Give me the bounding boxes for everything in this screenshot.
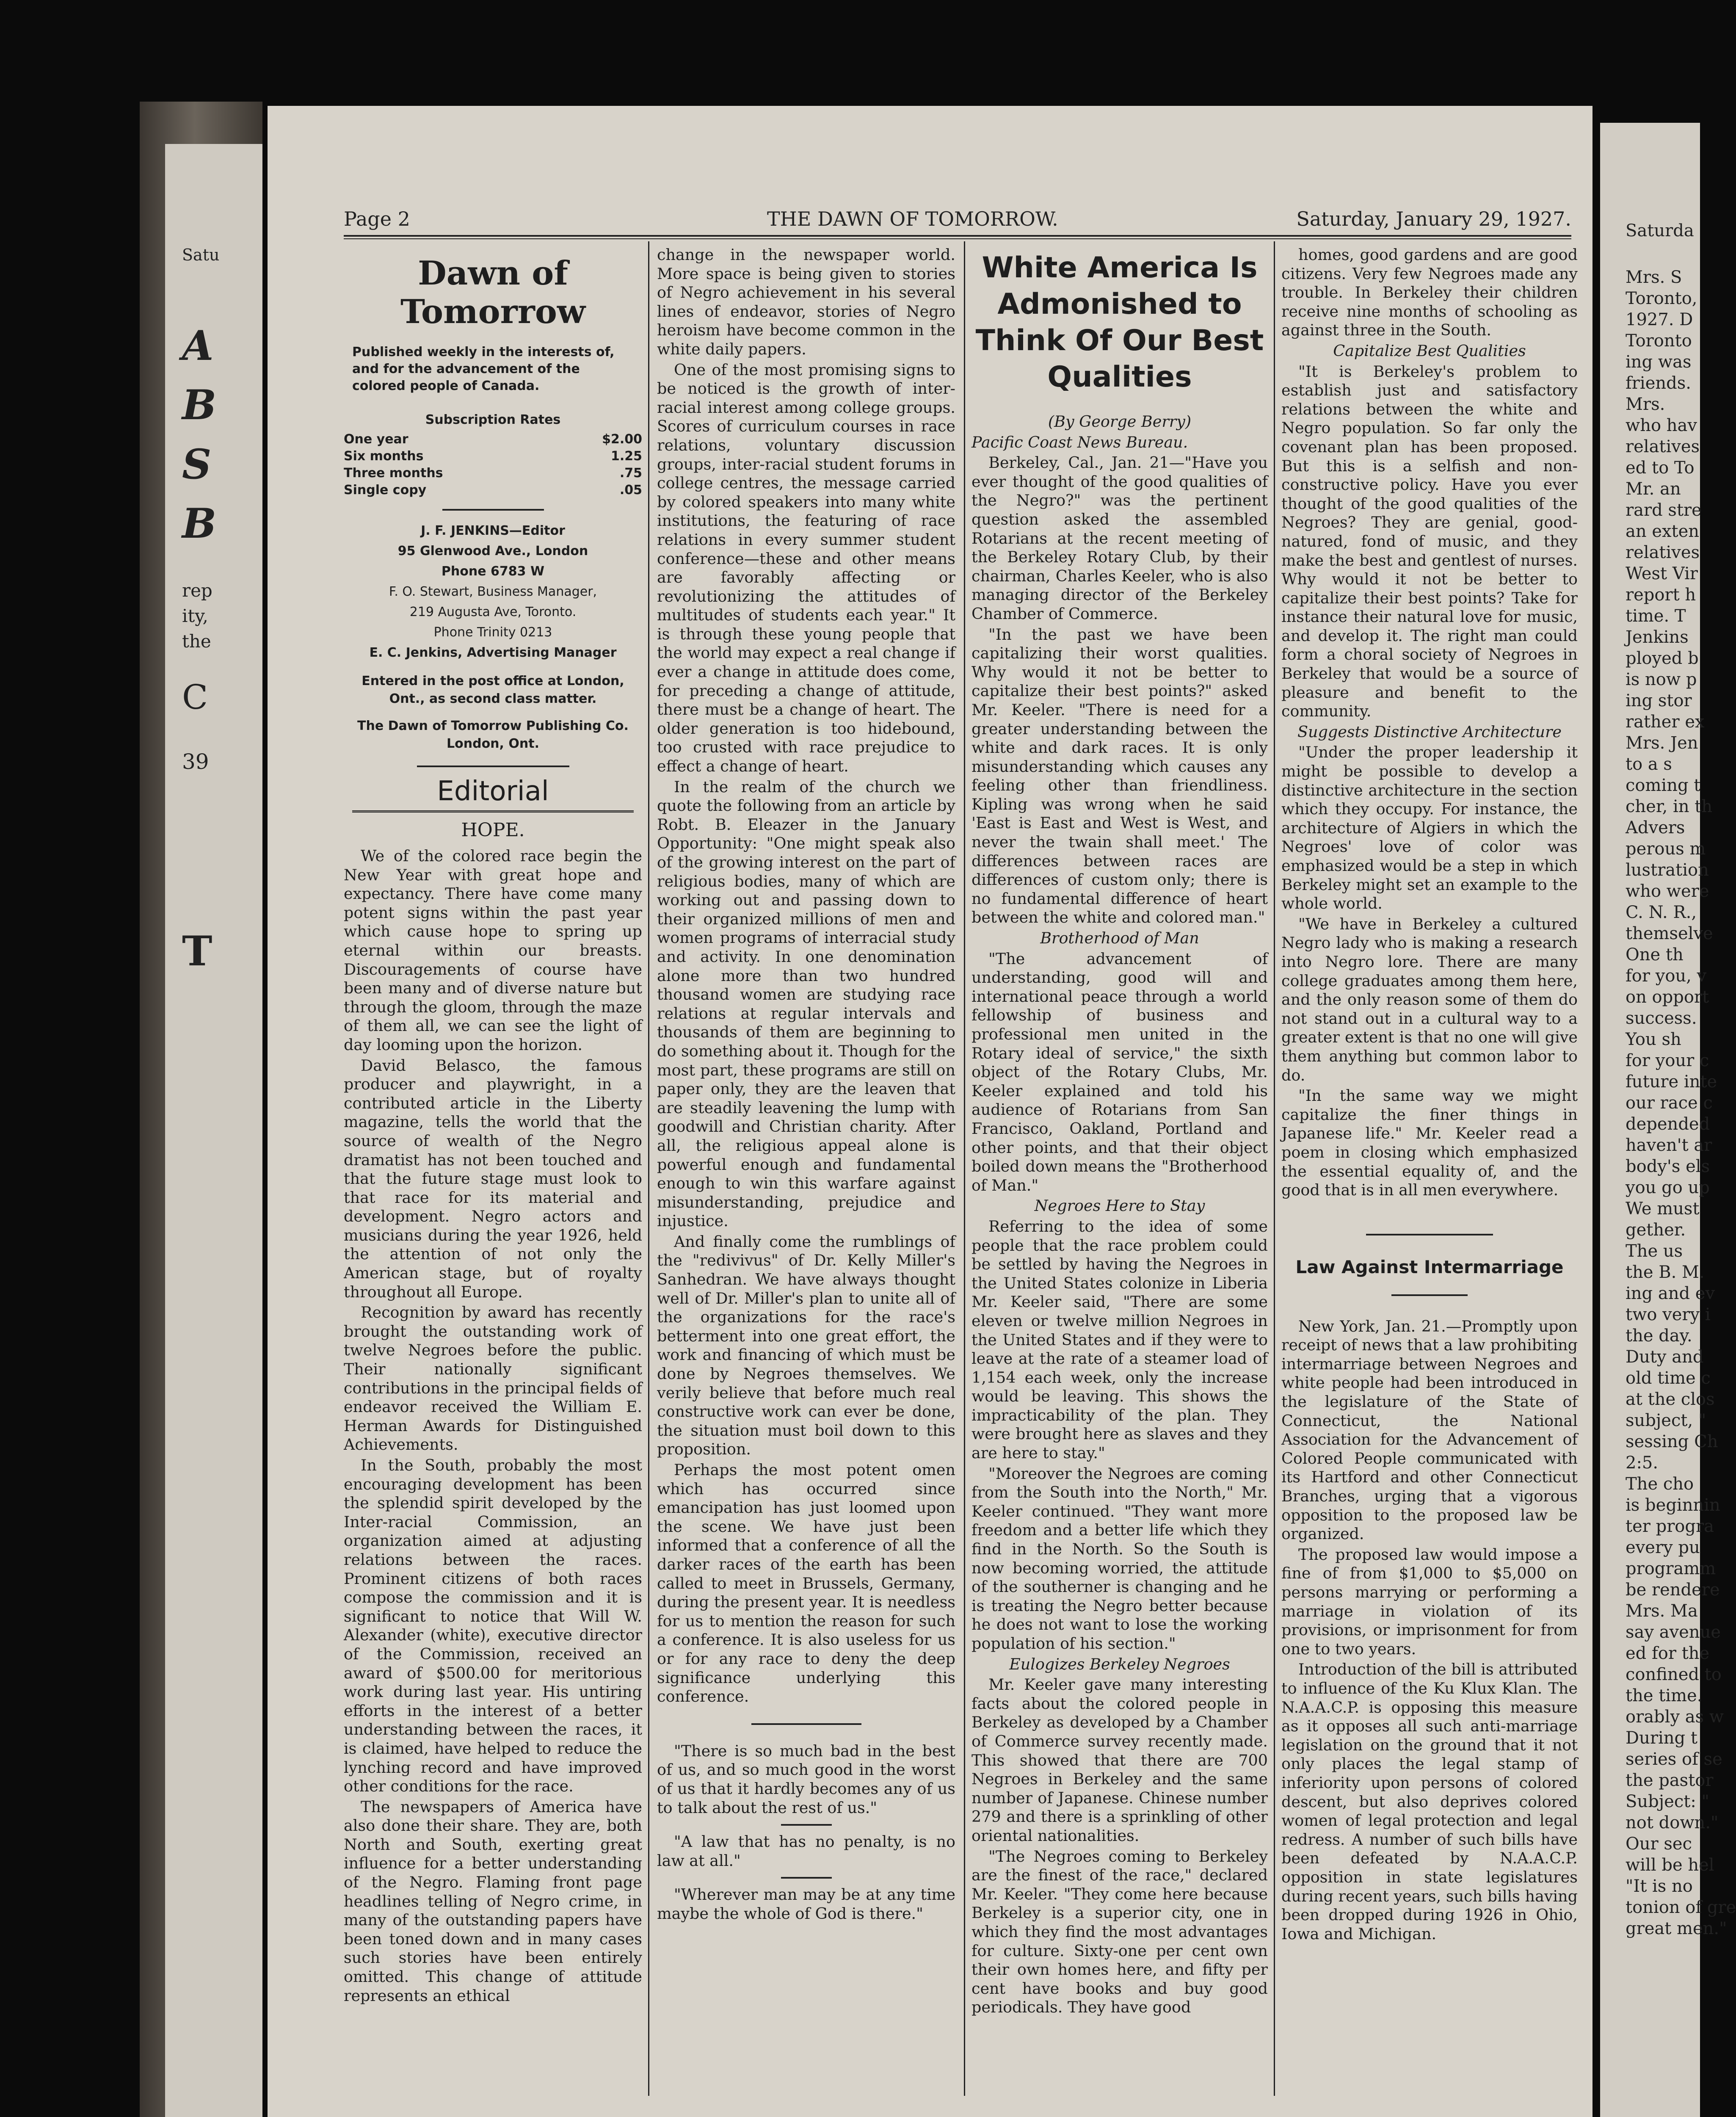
column-rule	[1274, 241, 1275, 2096]
right-margin-text: Mr. an	[1626, 479, 1681, 499]
right-margin-text: you go up	[1626, 1178, 1710, 1197]
article-body	[971, 453, 1268, 2017]
left-margin-text: Satu	[182, 246, 220, 264]
right-margin-text: Toronto,	[1626, 289, 1697, 308]
right-margin-text: depended	[1626, 1114, 1710, 1134]
right-margin-text: Saturda	[1626, 221, 1694, 240]
staff-list	[344, 521, 642, 663]
article-subheading: Eulogizes Berkeley Negroes	[1009, 1655, 1230, 1673]
postal-notice: Entered in the post office at London, Ont., as second class matter.	[362, 674, 624, 706]
rate-price: 1.25	[610, 449, 642, 464]
right-margin-text: two very i	[1626, 1305, 1711, 1324]
staff-line: Phone 6783 W	[441, 564, 545, 579]
editorial-paragraph: Perhaps the most potent omen which has occurred since emancipation has just loomed upon the scene. We have just been informed that a conference of all the darker races of the earth has been called to meet in Brussels, Germany, during the present year. It is needless for us to mention the reason for such a conference. It is also useless for us or for any race to deny the deep significance underlying this conference.	[657, 1461, 955, 1706]
right-margin-text: During t	[1626, 1728, 1697, 1748]
quote: "There is so much bad in the best of us, and so much good in the worst of us that it hardly becomes any of us to talk about the rest of us."	[657, 1741, 955, 1817]
right-margin-text: for you, v	[1626, 966, 1707, 986]
right-margin-text: sessing Ch	[1626, 1432, 1718, 1451]
right-margin-text: Mrs. S	[1626, 268, 1682, 287]
masthead-title: Dawn of Tomorrow	[400, 254, 586, 331]
editorial-paragraph: One of the most promising signs to be noticed is the growth of inter-racial interest among college groups. Scores of curriculum courses in race relations, voluntary discussion groups, inter-racial student forums in college centres, the message carried by colored speakers into many white institutions, the featuring of race relations in every summer student conference—these and other means are favorably affecting or revolutionizing the attitudes of multitudes of students each year." It is through these young people that the world may expect a real change if ever a change in attitude does come, for preceding a change of attitude, there must be a change of heart. The older generation is too hidebound, too crusted with race prejudice to effect a change of heart.	[657, 360, 955, 776]
article-paragraph: Referring to the idea of some people that the race problem could be settled by having the Negroes in the United States colonize in Liberia Mr. Keeler said, "There are some eleven or twelve million Negroes in the United States and if they were to leave at the rate of a steamer load of 1,154 each week, only the increase would be leaving. This shows the impracticability of the plan. They were brought here as slaves and they are here to stay."	[971, 1217, 1268, 1462]
rates-table	[344, 431, 642, 499]
editorial-paragraph: We of the colored race begin the New Year with great hope and expectancy. There have come many potent signs within the past year which cause hope to spring up eternal within our breasts. Discouragements of course have been many and of diverse nature but through the gloom, through the maze of them all, we can see the light of day looming upon the horizon.	[344, 847, 642, 1054]
column-rule	[964, 241, 965, 2096]
article-headline: White America Is Admonished to Think Of Our Best Qualities	[975, 251, 1264, 394]
right-margin-text: Subject: "	[1626, 1792, 1709, 1811]
publisher-line: The Dawn of Tomorrow Publishing Co. London, Ont.	[357, 719, 629, 751]
article-paragraph: "In the past we have been capitalizing their worst qualities. Why would it not be better to capitalize their best points?" asked Mr. Keeler. "There is need for a greater understanding between the white and dark races. It is only misunderstanding which causes any feeling other than friendliness. Kipling was wrong when he said 'East is East and West is West, and never the twain shall meet.' The differences between races are differences of custom only; there is no fundamental difference of heart between the white and colored man."	[971, 625, 1268, 927]
editorial-paragraph: In the South, probably the most encouraging development has been the splendid spirit developed by the Inter-racial Commission, an organization aimed at adjusting relations between the races. Prominent citizens of both races compose the commission and it is significant to notice that Will W. Alexander (white), executive director of the Commission, received an award of $500.00 for meritorious work during last year. His untiring efforts in the interest of a better understanding between the races, it is claimed, have helped to reduce the lynching record and have improved other conditions for the race.	[344, 1456, 642, 1796]
quote: "Wherever man may be at any time maybe the whole of God is there."	[657, 1885, 955, 1923]
article-paragraph: "We have in Berkeley a cultured Negro lady who is making a research into Negro lore. There are many college graduates among them here, and the only reason some of them do not stand out in a cultural way to a greater extent is that no one will give them anything but common labor to do.	[1281, 915, 1578, 1084]
article-paragraph: Berkeley, Cal., Jan. 21—"Have you ever thought of the good qualities of the Negro?" was the pertinent question asked the assembled Rotarians at the recent meeting of the Berkeley Rotary Club, by their chairman, Charles Keeler, who is also managing director of the Berkeley Chamber of Commerce.	[971, 453, 1268, 623]
right-margin-text: relatives	[1626, 437, 1700, 456]
right-margin-text: Mrs. Ma	[1626, 1601, 1698, 1621]
right-margin-text: for your c	[1626, 1051, 1709, 1070]
article-subheading: Negroes Here to Stay	[1034, 1197, 1205, 1215]
left-margin-text: B	[182, 381, 217, 429]
right-margin-text: gether.	[1626, 1220, 1686, 1240]
right-margin-text: Toronto	[1626, 331, 1692, 351]
divider	[417, 766, 569, 767]
right-margin-text: perous m	[1626, 839, 1706, 859]
editorial-title: HOPE.	[461, 819, 525, 841]
right-margin-text: relatives	[1626, 543, 1700, 562]
staff-line: J. F. JENKINS—Editor	[421, 523, 565, 538]
right-margin-text: great men."	[1626, 1919, 1727, 1938]
rates-title: Subscription Rates	[425, 412, 561, 427]
right-margin-text: is beginnin	[1626, 1495, 1720, 1515]
article-headline: Law Against Intermarriage	[1295, 1256, 1564, 1277]
right-margin-text: not down."	[1626, 1813, 1719, 1832]
editorial-heading-wrap	[352, 776, 634, 813]
editorial-paragraph: And finally come the rumblings of the "redivivus" of Dr. Kelly Miller's Sanhedran. We have always thought well of Dr. Miller's plan to unite all of the organizations for the race's betterment into one great effort, the work and financing of which must be done by Negroes themselves. We verily believe that before much real constructive work can ever be done, the situation must boil down to this proposition.	[657, 1232, 955, 1459]
right-margin-text: time. T	[1626, 606, 1686, 626]
rate-price: .75	[619, 466, 642, 481]
rate-term: Three months	[344, 466, 443, 481]
right-margin-text: the B. M.	[1626, 1263, 1705, 1282]
right-margin-text: ing was	[1626, 352, 1692, 372]
right-margin-text: The us	[1626, 1241, 1683, 1261]
divider	[751, 1723, 861, 1725]
right-margin-text: orably as w	[1626, 1707, 1724, 1727]
right-margin-text: say avenue	[1626, 1622, 1721, 1642]
staff-line: 95 Glenwood Ave., London	[397, 544, 588, 558]
column-1	[344, 246, 642, 2066]
editorial-paragraph: change in the newspaper world. More space is being given to stories of Negro achievement in his several lines of endeavor, stories of Negro heroism have become common in the white daily papers.	[657, 246, 955, 358]
right-margin-text: rather ex	[1626, 712, 1705, 732]
right-page-edge	[1600, 123, 1736, 2117]
right-margin-text: our race c	[1626, 1093, 1713, 1113]
staff-line: 219 Augusta Ave, Toronto.	[409, 605, 577, 619]
article-paragraph: New York, Jan. 21.—Promptly upon receipt of news that a law prohibiting intermarriage between Negroes and white people had been introduced in the legislature of the State of Connecticut, the National Association for the Advancement of Colored People communicated with its Hartford and other Connecticut Branches, urging that a vigorous opposition to the proposed law be organized.	[1281, 1317, 1578, 1543]
article-paragraph: "In the same way we might capitalize the finer things in Japanese life." Mr. Keeler read a poem in closing which emphasized the essential equality of, and the good that is in all men everywhere.	[1281, 1086, 1578, 1199]
quote: "A law that has no penalty, is no law at all."	[657, 1832, 955, 1870]
rate-term: Single copy	[344, 483, 427, 497]
right-margin-text: the time.	[1626, 1686, 1703, 1705]
right-margin-text: Duty and	[1626, 1347, 1704, 1367]
page-number: Page 2	[344, 207, 410, 230]
staff-line: E. C. Jenkins, Advertising Manager	[369, 645, 617, 660]
rate-term: Six months	[344, 449, 424, 464]
article-source: Pacific Coast News Bureau.	[971, 433, 1188, 451]
right-margin-text: success.	[1626, 1009, 1697, 1028]
article-paragraph: "The advancement of understanding, good will and international peace through a world fellowship of business and professional men united in the Rotary ideal of service," the sixth object of the Rotary Clubs, Mr. Keeler explained and told his audience of Rotarians from San Francisco, Oakland, Portland and other points, and that their object boiled down means the "Brotherhood of Man."	[971, 949, 1268, 1194]
right-margin-text: The cho	[1626, 1474, 1694, 1494]
right-margin-text: to a s	[1626, 754, 1672, 774]
issue-date: Saturday, January 29, 1927.	[1296, 207, 1571, 230]
divider	[1391, 1294, 1468, 1296]
right-margin-text: old time c	[1626, 1368, 1711, 1388]
left-margin-text: T	[182, 927, 213, 975]
editorial-heading: Editorial	[437, 776, 549, 807]
right-margin-text: is now p	[1626, 670, 1697, 689]
right-margin-text: C. N. R.,	[1626, 903, 1697, 922]
left-margin-text: rep	[182, 580, 213, 601]
article-subheading: Suggests Distinctive Architecture	[1297, 722, 1562, 741]
right-margin-text: Mrs.	[1626, 395, 1665, 414]
right-margin-text: ter progra	[1626, 1517, 1714, 1536]
article-subheading: Capitalize Best Qualities	[1333, 341, 1526, 360]
article-paragraph: Introduction of the bill is attributed to influence of the Ku Klux Klan. The N.A.A.C.P. is opposing this measure as it opposes all such anti-marriage legislation on the ground that it not only places the legal stamp of inferiority upon persons of colored descent, but also deprives colored women of legal protection and legal redress. A number of such bills have been defeated by N.A.A.C.P. opposition in state legislatures during recent years, such bills having been dropped during 1926 in Ohio, Iowa and Michigan.	[1281, 1660, 1578, 1943]
right-margin-text: 2:5.	[1626, 1453, 1659, 1473]
column-rule	[648, 241, 649, 2096]
right-margin-text: Advers	[1626, 818, 1685, 837]
right-margin-text: ed to To	[1626, 458, 1695, 478]
divider	[442, 509, 544, 511]
right-margin-text: ing stor	[1626, 691, 1692, 710]
column-4	[1281, 246, 1578, 2066]
right-margin-text: tonion of gre	[1626, 1898, 1736, 1917]
right-margin-text: confined to	[1626, 1665, 1722, 1684]
divider	[781, 1877, 832, 1879]
right-margin-text: at the clos	[1626, 1390, 1715, 1409]
right-margin-text: haven't ar	[1626, 1136, 1712, 1155]
left-margin-text: A	[182, 322, 214, 370]
right-margin-text: West Vir	[1626, 564, 1698, 583]
right-margin-text: ed for the	[1626, 1644, 1710, 1663]
right-margin-text: friends.	[1626, 373, 1691, 393]
rate-price: $2.00	[602, 432, 642, 447]
editorial-paragraph: In the realm of the church we quote the following from an article by Robt. B. Eleazer in the January Opportunity: "One might speak also of the growing interest on the part of religious bodies, many of which are working out and passing down to their organized millions of men and women programs of interracial study and activity. In one denomination alone more than two hundred thousand women are studying race relations at regular intervals and thousands of them are beginning to do something about it. Though for the most part, these programs are still on paper only, they are the leaven that are steadily leavening the lump with goodwill and Christian charity. After all, the religious appeal alone is powerful enough and fundamental enough to win this warfare against misunderstanding, prejudice and injustice.	[657, 777, 955, 1230]
staff-line: F. O. Stewart, Business Manager,	[389, 584, 597, 599]
rate-term: One year	[344, 432, 408, 447]
right-margin-text: ployed b	[1626, 649, 1699, 668]
editorial-paragraph: The newspapers of America have also done their share. They are, both North and South, exerting great influence for a better understanding of the Negro. Flaming front page headlines telling of Negro crime, in many of the outstanding papers have been toned down and in many cases such stories have been entirely omitted. This change of attitude represents an ethical	[344, 1797, 642, 2005]
left-margin-text: the	[182, 631, 211, 652]
right-margin-text: series of se	[1626, 1749, 1722, 1769]
left-margin-text: 39	[182, 749, 209, 774]
left-margin-text: S	[182, 440, 212, 488]
article-body	[1281, 246, 1578, 1200]
right-margin-text: "It is no	[1626, 1877, 1693, 1896]
editorial-paragraph: David Belasco, the famous producer and playwright, in a contributed article in the Liberty magazine, tells the world that the source of wealth of the Negro dramatist has not been touched and that the future stage must look to that race for its material and development. Negro actors and musicians during the year 1926, held the attention of not only the American stage, but of royalty throughout all Europe.	[344, 1056, 642, 1301]
divider	[1366, 1234, 1493, 1235]
rate-row	[344, 431, 642, 448]
right-margin-text: You sh	[1626, 1030, 1681, 1049]
right-margin-text: themselve	[1626, 924, 1713, 943]
right-margin-text: the pastor	[1626, 1771, 1714, 1790]
right-margin-text: subject, "	[1626, 1411, 1706, 1430]
right-margin-text: rard stre	[1626, 500, 1702, 520]
column-3	[971, 246, 1268, 2066]
article-paragraph: Mr. Keeler gave many interesting facts about the colored people in Berkeley as developed by a Chamber of Commerce survey recently made. This showed that there are 700 Negroes in Berkeley and the same number of Japanese. Chinese number 279 and there is a sprinkling of other oriental nationalities.	[971, 1675, 1268, 1845]
article-paragraph: "Under the proper leadership it might be possible to develop a distinctive architecture in the section which they occupy. For instance, the architecture of Algiers in which the Negroes' love of color was emphasized would be a step in which Berkeley might set an example to the whole world.	[1281, 743, 1578, 913]
right-margin-text: on opport	[1626, 987, 1709, 1007]
right-margin-text: ing and ev	[1626, 1284, 1715, 1303]
right-margin-text: be rendere	[1626, 1580, 1720, 1600]
rate-row	[344, 482, 642, 499]
right-margin-text: coming t	[1626, 776, 1701, 795]
right-margin-text: the day.	[1626, 1326, 1692, 1346]
right-margin-text: Mrs. Jen	[1626, 733, 1698, 753]
right-margin-text: Our sec	[1626, 1834, 1692, 1854]
left-margin-text: B	[182, 500, 217, 547]
rate-row	[344, 465, 642, 482]
newspaper-page	[268, 106, 1592, 2117]
article-byline: (By George Berry)	[1048, 412, 1192, 431]
right-margin-text: report h	[1626, 585, 1696, 605]
article-paragraph: "It is Berkeley's problem to establish just and satisfactory relations between the white and Negro population. So far only the covenant plan has been proposed. But this is a selfish and non-constructive policy. Have you ever thought of the good qualities of the Negroes? They are genial, good-natured, fond of music, and they make the best and gentlest of nurses. Why would it not be better to capitalize their best points? Take for instance their natural love for music, and develop it. The right man could form a choral society of Negroes in Berkeley that would be a source of pleasure and benefit to the community.	[1281, 362, 1578, 721]
right-margin-text: lustration	[1626, 860, 1709, 880]
right-margin-text: cher, in th	[1626, 797, 1713, 816]
right-margin-text: future inte	[1626, 1072, 1717, 1092]
right-margin-text: programm	[1626, 1559, 1716, 1578]
article-paragraph: The proposed law would impose a fine of from $1,000 to $5,000 on persons marrying or performing a marriage in violation of its provisions, or imprisonment for from one to two years.	[1281, 1545, 1578, 1658]
column-2	[657, 246, 955, 2066]
right-margin-text: We must	[1626, 1199, 1700, 1219]
right-margin-text: every pu	[1626, 1538, 1700, 1557]
newspaper-title: THE DAWN OF TOMORROW.	[767, 207, 1058, 230]
right-margin-text: body's els	[1626, 1157, 1710, 1176]
editorial-paragraph: Recognition by award has recently brought the outstanding work of twelve Negroes before the public. Their nationally significant contributions in the principal fields of endeavor received the William E. Herman Awards for Distinguished Achievements.	[344, 1303, 642, 1454]
left-page-edge	[165, 144, 262, 2117]
right-margin-text: an exten	[1626, 522, 1700, 541]
divider	[781, 1824, 832, 1826]
article-subheading: Brotherhood of Man	[1040, 929, 1199, 948]
left-margin-text: ity,	[182, 605, 208, 626]
article-paragraph: homes, good gardens and are good citizens. Very few Negroes made any trouble. In Berkeley their children receive nine months of schooling as against three in the South.	[1281, 246, 1578, 340]
rate-row	[344, 448, 642, 465]
header-rule	[344, 235, 1571, 237]
staff-line: Phone Trinity 0213	[433, 625, 552, 640]
right-margin-text: will be hel	[1626, 1855, 1714, 1875]
article-paragraph: "Moreover the Negroes are coming from the South into the North," Mr. Keeler continued. "They want more freedom and a better life which they find in the North. So the South is now becoming worried, the attitude of the southerner is changing and he is treating the Negro better because he does not want to lose the working population of his section."	[971, 1464, 1268, 1653]
right-margin-text: who hav	[1626, 416, 1697, 435]
header-rule-thin	[344, 238, 1571, 239]
masthead-intro: Published weekly in the interests of, and for the advancement of the colored people of Canada.	[352, 345, 615, 393]
right-margin-text: 1927. D	[1626, 310, 1693, 329]
rate-price: .05	[619, 483, 642, 497]
right-margin-text: One th	[1626, 945, 1684, 965]
right-margin-text: who were	[1626, 882, 1709, 901]
article-paragraph: "The Negroes coming to Berkeley are the finest of the race," declared Mr. Keeler. "They come here because Berkeley is a superior city, one in which they find the most advantages for culture. Sixty-one per cent own their own homes here, and fifty per cent have books and buy good periodicals. They have good	[971, 1847, 1268, 2017]
right-margin-text: Jenkins	[1626, 627, 1689, 647]
left-margin-text: C	[182, 677, 208, 717]
